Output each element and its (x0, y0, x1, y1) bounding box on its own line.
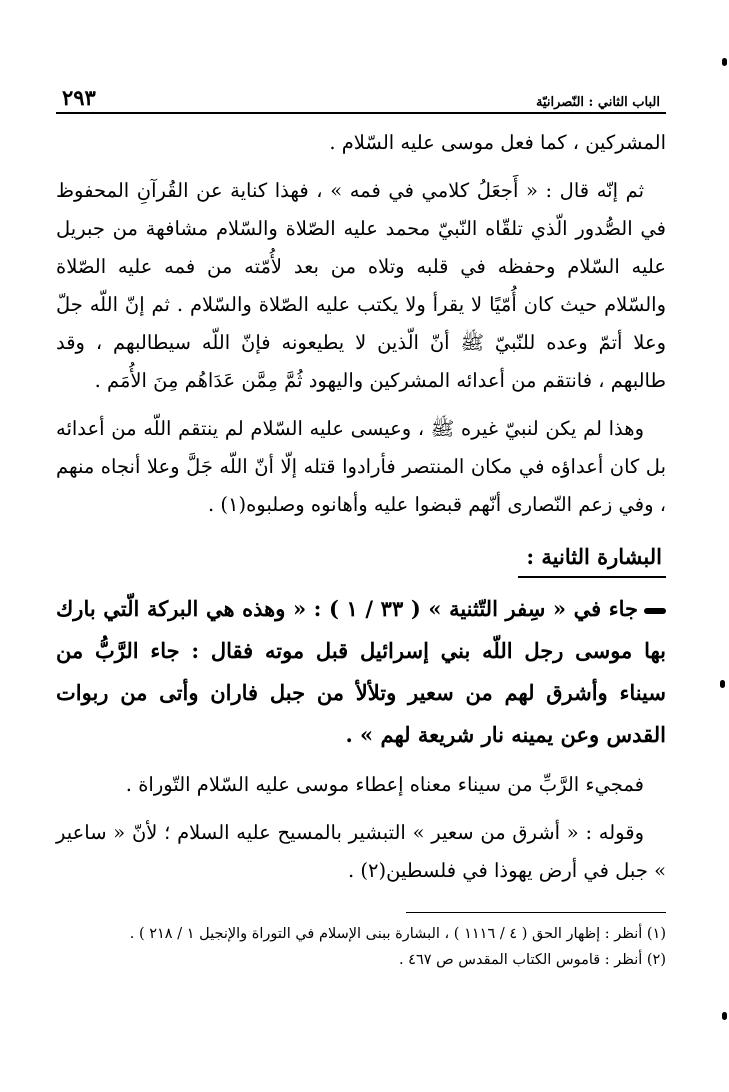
quote-paragraph (56, 588, 666, 756)
paragraph-6: وقوله : « أشرق من سعير » التبشير بالمسيح عليه السلام ؛ لأنّ « ساعير » جبل في أرض يهوذا في فلسطين(٢) . (56, 821, 666, 882)
footnote-2: (٢) أنظر : قاموس الكتاب المقدس ص ٤٦٧ . (398, 952, 666, 968)
page-number: ٢٩٣ (62, 85, 96, 110)
paragraph-3: وهذا لم يكن لنبيّ غيره ﷺ ، وعيسى عليه السّلام لم ينتقم اللّه من أعدائه بل كان أعداؤه في مكان المنتصر فأرادوا قتله إلّا أنّ اللّه جَلَّ وعلا أنجاه منهم ، وفي زعم النّصارى أنّهم قبضوا عليه وأهانوه وصلبوه(١) . (56, 417, 666, 516)
margin-dot-bottom (722, 1012, 727, 1020)
quote-text: جاء في « سِفر التّثنية » ( ٣٣ / ١ ) : « وهذه هي البركة الّتي بارك بها موسى رجل اللّه بني إسرائيل قبل موته فقال : جاء الرَّبُّ من سيناء وأشرق لهم من سعير وتلألأ من جبل فاران وأتى من ربوات القدس وعن يمينه نار شريعة لهم » . (56, 596, 666, 747)
page-body (56, 124, 666, 890)
section-heading: البشارة الثانية : (518, 538, 666, 578)
quote-marker-icon (644, 608, 666, 614)
page-header (56, 80, 666, 114)
margin-dot-middle (720, 680, 725, 688)
paragraph-5: فمجيء الرَّبِّ من سيناء معناه إعطاء موسى عليه السّلام التّوراة . (125, 773, 644, 796)
paragraph-1: المشركين ، كما فعل موسى عليه السّلام . (329, 131, 666, 154)
paragraph-2: ثم إنّه قال : « أَجعَلُ كلامي في فمه » ، فهذا كناية عن القُرآنِ المحفوظ في الصُّدور الّذي تلقّاه النّبيّ محمد عليه الصّلاة والسّلام مشافهة من جبريل عليه السّلام وحفظه في قلبه وتلاه من بعد لأُمّته من فمه عليه الصّلاة والسّلام حيث كان أُمّيًا لا يقرأ ولا يكتب عليه الصّلاة والسّلام . ثم إنّ اللّه جلّ وعلا أتمّ وعده للنّبيّ ﷺ أنّ الّذين لا يطيعونه فإنّ اللّه سيطالبهم ، وقد طالبهم ، فانتقم من أعدائه المشركين واليهود ثُمَّ مِمَّن عَدَاهُم مِنَ الأُمَم . (56, 179, 666, 392)
margin-dot-top (722, 58, 727, 66)
footnote-1: (١) أنظر : إظهار الحق ( ٤ / ١١١٦ ) ، البشارة ببنى الإسلام في التوراة والإنجيل ١ / ٢١٨ ) . (129, 926, 666, 942)
footnote-divider (406, 912, 666, 913)
document-page (56, 80, 666, 973)
chapter-title: الباب الثاني : النّصرانيّة (535, 95, 660, 110)
